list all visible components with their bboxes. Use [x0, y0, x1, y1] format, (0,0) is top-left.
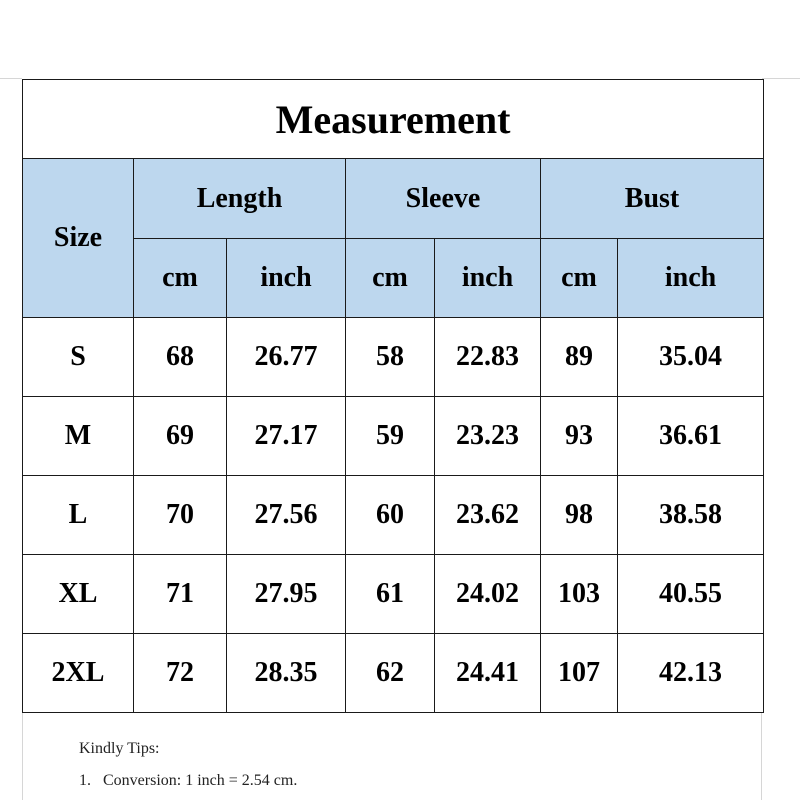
sleeve-inch-cell: 23.62 — [435, 476, 541, 555]
bust-inch-cell: 40.55 — [618, 555, 764, 634]
sleeve-inch-cell: 24.41 — [435, 634, 541, 713]
length-cm-cell: 72 — [134, 634, 227, 713]
bust-inch-cell: 36.61 — [618, 397, 764, 476]
length-inch-cell: 28.35 — [227, 634, 346, 713]
length-inch-cell: 27.56 — [227, 476, 346, 555]
sleeve-inch-cell: 24.02 — [435, 555, 541, 634]
tip-text: Conversion: 1 inch = 2.54 cm. — [103, 772, 298, 789]
length-cm-cell: 71 — [134, 555, 227, 634]
page-top-rule-left — [0, 78, 22, 79]
header-bust-cm: cm — [541, 239, 618, 318]
header-length-inch: inch — [227, 239, 346, 318]
bust-cm-cell: 103 — [541, 555, 618, 634]
length-cm-cell: 69 — [134, 397, 227, 476]
length-inch-cell: 26.77 — [227, 318, 346, 397]
header-length: Length — [134, 159, 346, 239]
kindly-tips — [79, 740, 297, 790]
bust-cm-cell: 93 — [541, 397, 618, 476]
header-sleeve-inch: inch — [435, 239, 541, 318]
header-row-groups — [23, 159, 764, 239]
size-cell: M — [23, 397, 134, 476]
header-sleeve: Sleeve — [346, 159, 541, 239]
size-cell: XL — [23, 555, 134, 634]
sleeve-cm-cell: 59 — [346, 397, 435, 476]
sleeve-inch-cell: 22.83 — [435, 318, 541, 397]
header-length-cm: cm — [134, 239, 227, 318]
page-edge-right — [761, 712, 762, 800]
size-cell: 2XL — [23, 634, 134, 713]
sleeve-inch-cell: 23.23 — [435, 397, 541, 476]
title-row — [23, 80, 764, 159]
header-sleeve-cm: cm — [346, 239, 435, 318]
size-cell: S — [23, 318, 134, 397]
header-size: Size — [23, 159, 134, 318]
length-inch-cell: 27.17 — [227, 397, 346, 476]
length-cm-cell: 68 — [134, 318, 227, 397]
sleeve-cm-cell: 58 — [346, 318, 435, 397]
size-cell: L — [23, 476, 134, 555]
table-row — [23, 397, 764, 476]
header-bust-inch: inch — [618, 239, 764, 318]
size-chart-table — [22, 79, 764, 713]
bust-cm-cell: 89 — [541, 318, 618, 397]
table-title: Measurement — [23, 80, 764, 159]
tip-number: 1. — [79, 772, 91, 789]
bust-cm-cell: 107 — [541, 634, 618, 713]
bust-cm-cell: 98 — [541, 476, 618, 555]
sleeve-cm-cell: 60 — [346, 476, 435, 555]
table-row — [23, 476, 764, 555]
bust-inch-cell: 35.04 — [618, 318, 764, 397]
length-cm-cell: 70 — [134, 476, 227, 555]
page-edge-left — [22, 712, 23, 800]
table-row — [23, 318, 764, 397]
bust-inch-cell: 38.58 — [618, 476, 764, 555]
tip-item — [79, 772, 297, 790]
length-inch-cell: 27.95 — [227, 555, 346, 634]
header-bust: Bust — [541, 159, 764, 239]
header-row-units — [23, 239, 764, 318]
table-row — [23, 555, 764, 634]
tips-title: Kindly Tips: — [79, 740, 160, 757]
table-row — [23, 634, 764, 713]
page-top-rule-right — [762, 78, 800, 79]
bust-inch-cell: 42.13 — [618, 634, 764, 713]
sleeve-cm-cell: 62 — [346, 634, 435, 713]
sleeve-cm-cell: 61 — [346, 555, 435, 634]
